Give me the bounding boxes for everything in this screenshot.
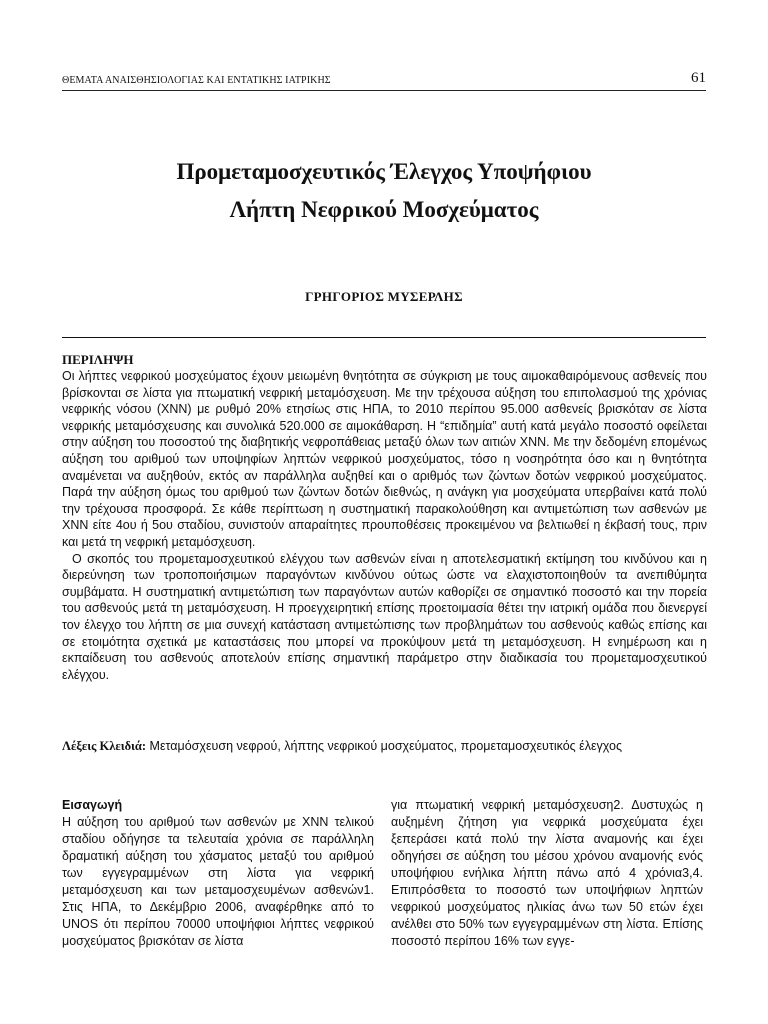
- article-title-line-2: Λήπτη Νεφρικού Μοσχεύματος: [229, 197, 539, 222]
- running-header: [62, 68, 706, 91]
- article-author: ΓΡΗΓΟΡΙΟΣ ΜΥΣΕΡΛΗΣ: [305, 289, 463, 304]
- page-number: 61: [691, 70, 706, 86]
- abstract-paragraph-1: Οι λήπτες νεφρικού μοσχεύματος έχουν μειωμένη θνητότητα σε σύγκριση με τους αιμοκαθαιρόμενους ασθενείς που βρίσκονται σε λίστα για πτωματική νεφρική μεταμόσχευση. Με την τρέχουσα αύξηση του επιπολασμού της χρόνιας νεφρικής νόσου (ΧΝΝ) με ρυθμό 20% ετησίως στις ΗΠΑ, το 2010 περίπου 95.000 ασθενείς βρισκόταν σε λίστα νεφρικής μεταμόσχευσης και συνολικά 520.000 σε αιμοκάθαρση. Η “επιδημία” αυτή κατά μεγάλο ποσοστό οφείλεται στην αύξηση του ποσοστού της διαβητικής νεφροπάθειας μεταξύ όλων των αιτιών ΧΝΝ. Με την δεδομένη επομένως αύξηση του αριθμού των υποψηφίων ληπτών νεφρικού μοσχεύματος, τόσο η νοσηρότητα όσο και η θνητότητα αναμένεται να αυξηθούν, εκτός αν παράλληλα αυξηθεί και ο αριθμός των ζώντων δοτών νεφρικού μοσχεύματος. Παρά την αύξηση όμως του αριθμού των ζώντων δοτών διεθνώς, η ανάγκη για μοσχεύματα υπερβαίνει κατά πολύ την τρέχουσα προσφορά. Σε κάθε περίπτωση η συστηματική παρακολούθηση και αντιμετώπιση των ασθενών με ΧΝΝ είτε 4ου ή 5ου σταδίου, συνιστούν απαραίτητες προυποθέσεις προκειμένου να βελτιωθεί η έκβασή τους, πριν και μετά τη νεφρική μεταμόσχευση.: [62, 369, 707, 549]
- introduction-heading: Εισαγωγή: [62, 798, 123, 812]
- journal-name: ΘΕΜΑΤΑ ΑΝΑΙΣΘΗΣΙΟΛΟΓΙΑΣ ΚΑΙ ΕΝΤΑΤΙΚΗΣ ΙΑΤΡΙΚΗΣ: [62, 75, 331, 86]
- introduction-text-left: Η αύξηση του αριθμού των ασθενών με ΧΝΝ τελικού σταδίου οδήγησε τα τελευταία χρόνια σε παράλληλη δραματική αύξηση του χάσματος μεταξύ του αριθμού των εγγεγραμμένων στη λίστα για νεφρική μεταμόσχευση και των μεταμοσχευμένων ασθενών1. Στις ΗΠΑ, το Δεκέμβριο 2006, αναφέρθηκε από το UNOS ότι περίπου 70000 υποψήφιοι λήπτες νεφρικού μοσχεύματος βρισκόταν σε λίστα: [62, 815, 374, 948]
- keywords-text: Μεταμόσχευση νεφρού, λήπτης νεφρικού μοσχεύματος, προμεταμοσχευτικός έλεγχος: [146, 739, 623, 753]
- keywords-label: Λέξεις Κλειδιά:: [62, 739, 147, 753]
- body-column-left: [62, 797, 374, 950]
- abstract: [62, 352, 707, 683]
- title-divider: [62, 337, 706, 338]
- body-column-right: [391, 797, 703, 950]
- keywords: [62, 738, 706, 754]
- abstract-paragraph-2: Ο σκοπός του προμεταμοσχευτικού ελέγχου των ασθενών είναι η αποτελεσματική εκτίμηση του κινδύνου και η διερεύνηση των τροποποιήσιμων παραγόντων κινδύνου ούτως ώστε να ελαχιστοποιηθούν τα ανεπιθύμητα συμβάματα. Η συστηματική αντιμετώπιση των παραγόντων αυτών καθορίζει σε σημαντικό ποσοστό και την πορεία του ασθενούς μετά τη μεταμόσχευση. Η προεγχειρητική επίσης προετοιμασία θέτει την ιατρική ομάδα που διενεργεί τον έλεγχο του λήπτη σε μια συνεχή κατάσταση αντιμετώπισης των προβλημάτων του ασθενούς καθώς επίσης και σε ετοιμότητα σχετικά με καταστάσεις που μπορεί να προκύψουν μετά τη μεταμόσχευση. Η ενημέρωση και η εκπαίδευση του ασθενούς αποτελούν επίσης σημαντική παράμετρο στην διαδικασία του προμεταμοσχευτικού ελέγχου.: [62, 551, 707, 682]
- article-title: [62, 153, 706, 229]
- introduction-text-right: για πτωματική νεφρική μεταμόσχευση2. Δυστυχώς η αυξημένη ζήτηση για νεφρικά μοσχεύματα έχει ξεπεράσει κατά πολύ την λίστα αναμονής και έχει οδηγήσει σε αύξηση του μέσου χρόνου αναμονής ενός υποψήφιου ενήλικα λήπτη πάνω από 4 χρόνια3,4. Επιπρόσθετα το ποσοστό των υποψήφιων ληπτών νεφρικού μοσχεύματος ηλικίας άνω των 50 ετών έχει ανέλθει στο 50% των εγγεγραμμένων στη λίστα. Επίσης ποσοστό περίπου 16% των εγγε-: [391, 798, 703, 948]
- abstract-heading: ΠΕΡΙΛΗΨΗ: [62, 352, 134, 367]
- article-title-line-1: Προμεταμοσχευτικός Έλεγχος Υποψήφιου: [176, 159, 592, 184]
